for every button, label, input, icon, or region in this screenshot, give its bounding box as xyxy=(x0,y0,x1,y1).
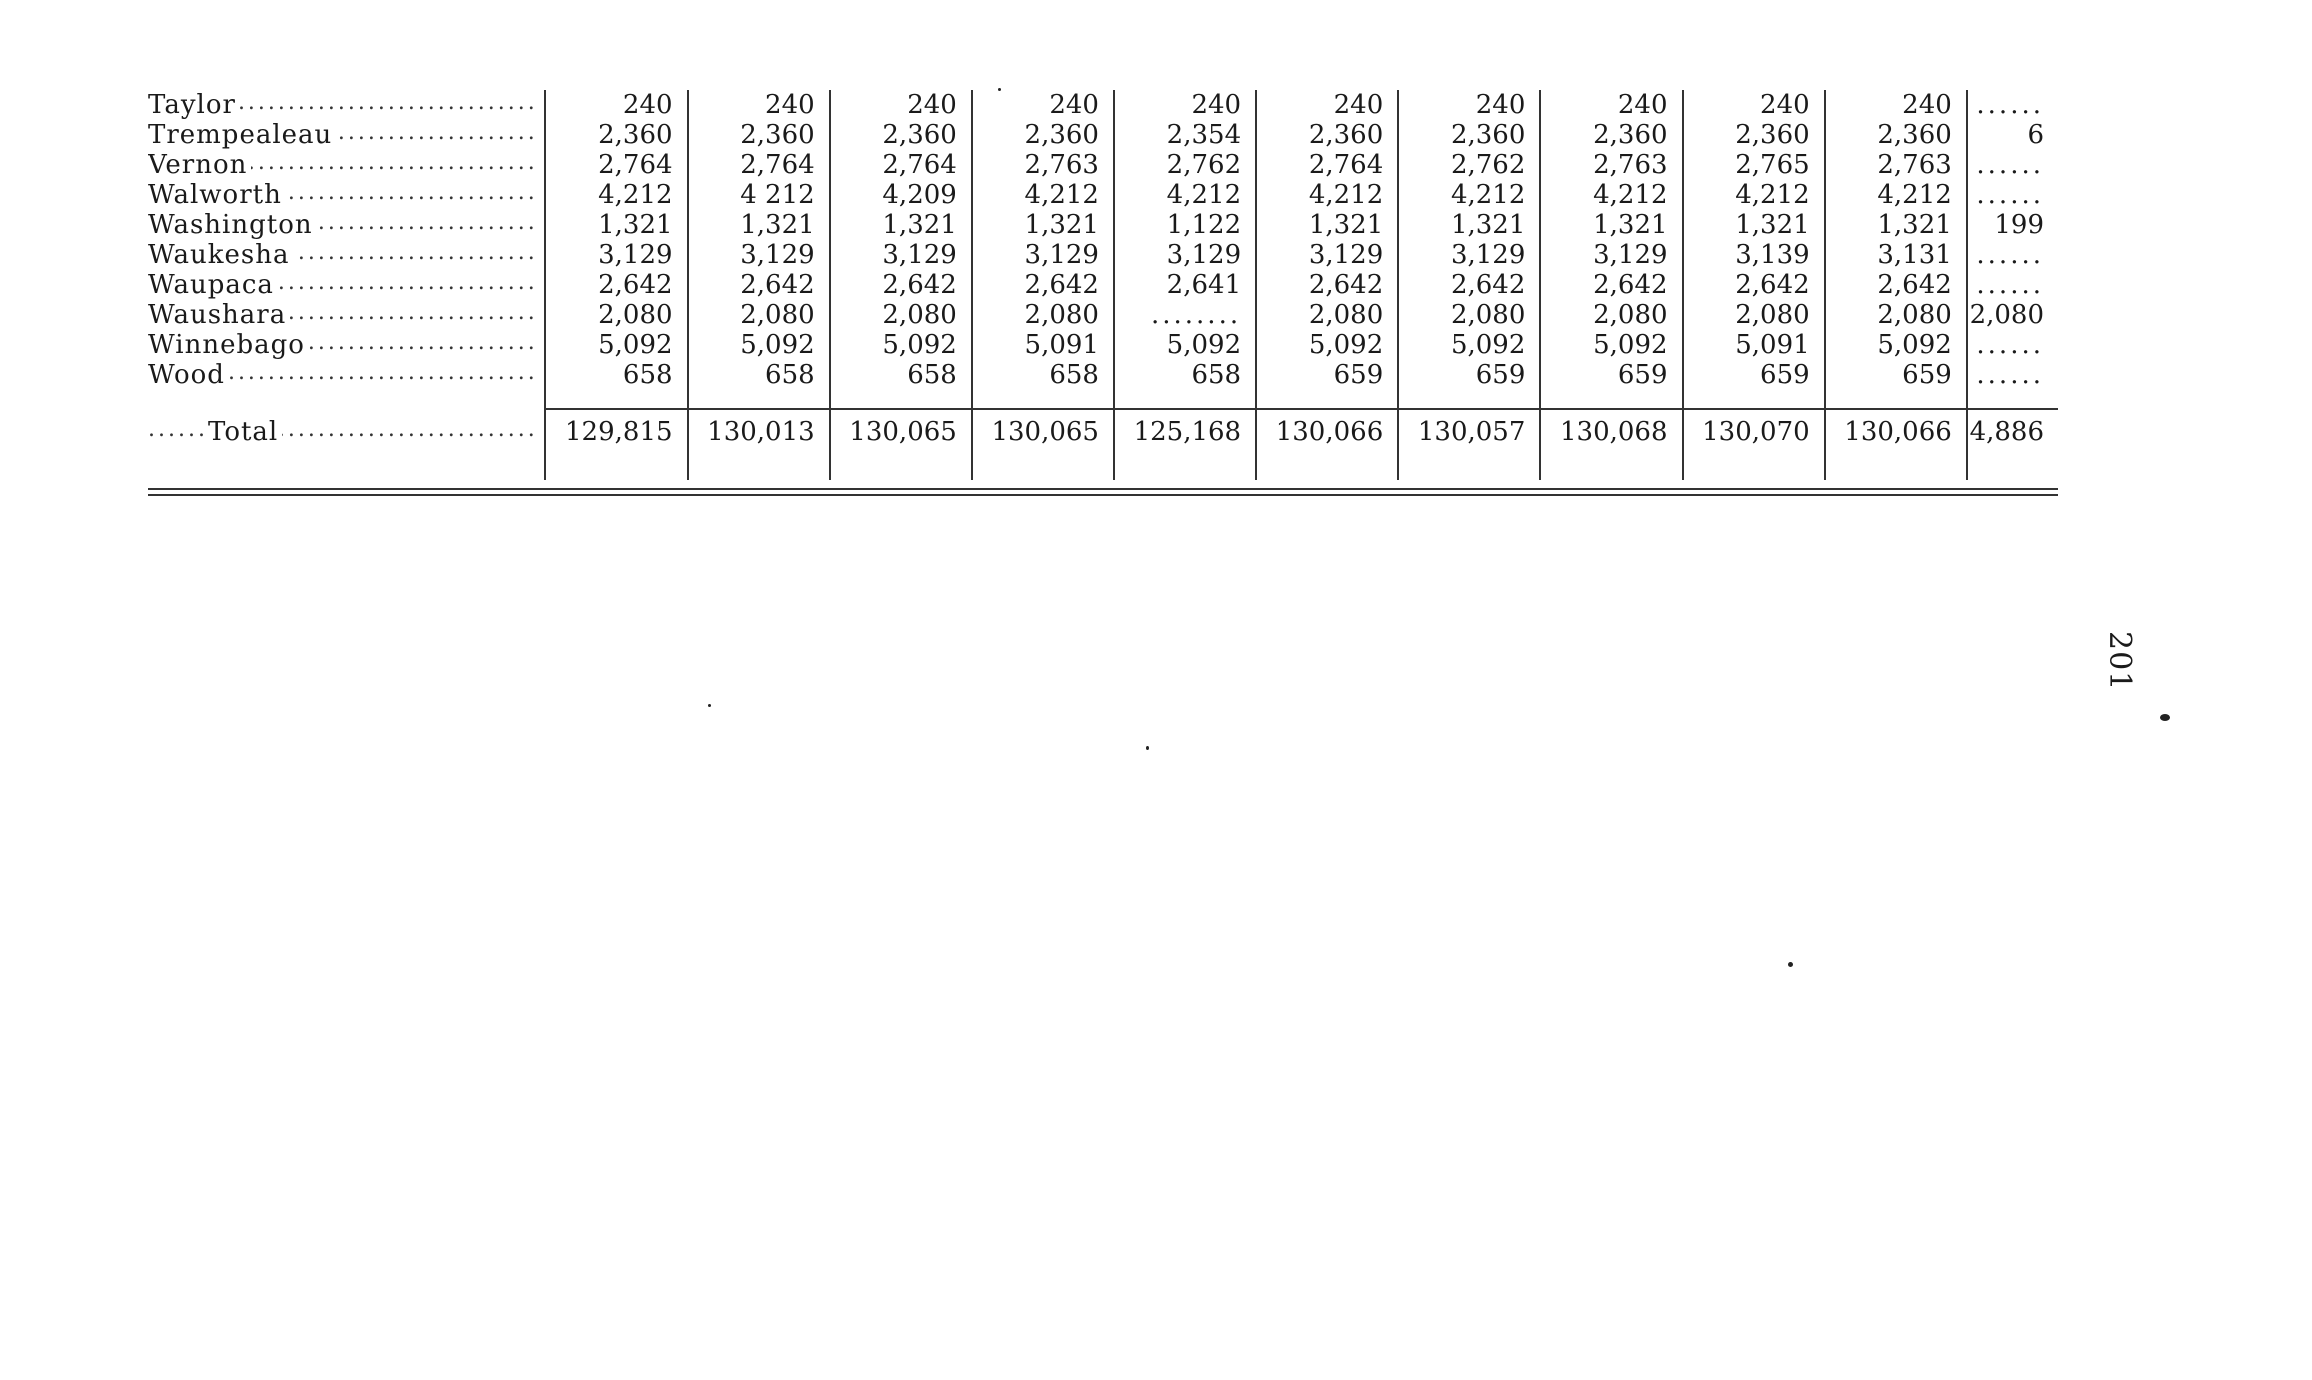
value-cell: 4,212 xyxy=(1398,180,1540,210)
table-row xyxy=(148,180,2058,210)
county-name-cell xyxy=(148,300,545,330)
value-cell: 240 xyxy=(1256,90,1398,120)
value-cell: ...... xyxy=(1967,240,2058,270)
value-cell: 2,354 xyxy=(1114,120,1256,150)
rule-cell xyxy=(1683,390,1825,409)
tail-spacer xyxy=(148,454,545,480)
value-cell: 2,642 xyxy=(1256,270,1398,300)
tail-cell xyxy=(1256,454,1398,480)
value-cell: 1,321 xyxy=(830,210,972,240)
county-name: Wood xyxy=(148,360,229,390)
county-name: Waukesha xyxy=(148,240,293,270)
county-rows xyxy=(148,90,2058,480)
value-cell: 5,092 xyxy=(1114,330,1256,360)
county-name: Vernon xyxy=(148,150,251,180)
county-name: Trempealeau xyxy=(148,120,336,150)
value-cell: 658 xyxy=(972,360,1114,390)
tail-row xyxy=(148,454,2058,480)
table-row xyxy=(148,330,2058,360)
value-cell: 2,764 xyxy=(830,150,972,180)
value-cell: 1,122 xyxy=(1114,210,1256,240)
total-value-cell: 130,066 xyxy=(1825,409,1967,454)
scan-speck xyxy=(1146,746,1149,750)
rule-cell xyxy=(1540,390,1682,409)
county-name-cell xyxy=(148,330,545,360)
value-cell: 2,642 xyxy=(1825,270,1967,300)
value-cell: 658 xyxy=(1114,360,1256,390)
value-cell: 2,360 xyxy=(545,120,687,150)
value-cell: 2,080 xyxy=(1683,300,1825,330)
value-cell: 2,642 xyxy=(1540,270,1682,300)
rule-cell xyxy=(972,390,1114,409)
rule-cell xyxy=(830,390,972,409)
value-cell: 659 xyxy=(1683,360,1825,390)
table-row xyxy=(148,150,2058,180)
value-cell: 659 xyxy=(1256,360,1398,390)
county-name-cell xyxy=(148,180,545,210)
value-cell: 3,129 xyxy=(1540,240,1682,270)
value-cell: 2,360 xyxy=(688,120,830,150)
value-cell: 3,129 xyxy=(1398,240,1540,270)
value-cell: ...... xyxy=(1967,150,2058,180)
value-cell: 240 xyxy=(1825,90,1967,120)
value-cell: 1,321 xyxy=(688,210,830,240)
value-cell: 2,763 xyxy=(972,150,1114,180)
value-cell: 2,763 xyxy=(1825,150,1967,180)
value-cell: 240 xyxy=(1398,90,1540,120)
value-cell: 2,080 xyxy=(545,300,687,330)
value-cell: 2,360 xyxy=(1256,120,1398,150)
table-row xyxy=(148,360,2058,390)
value-cell: 2,080 xyxy=(688,300,830,330)
value-cell: 3,139 xyxy=(1683,240,1825,270)
value-cell: 5,092 xyxy=(1540,330,1682,360)
tail-cell xyxy=(1540,454,1682,480)
value-cell: 2,764 xyxy=(688,150,830,180)
value-cell: 2,642 xyxy=(688,270,830,300)
value-cell: 3,129 xyxy=(1256,240,1398,270)
tail-cell xyxy=(830,454,972,480)
value-cell: 2,080 xyxy=(1967,300,2058,330)
table-bottom-double-rule xyxy=(148,488,2058,496)
county-returns-table xyxy=(148,90,2058,480)
county-name: Winnebago xyxy=(148,330,309,360)
table-row xyxy=(148,270,2058,300)
rule-cell xyxy=(1825,390,1967,409)
value-cell: 2,360 xyxy=(1683,120,1825,150)
county-name: Washington xyxy=(148,210,317,240)
tail-cell xyxy=(545,454,687,480)
total-value-cell: 130,068 xyxy=(1540,409,1682,454)
total-value-cell: 130,070 xyxy=(1683,409,1825,454)
value-cell: 659 xyxy=(1825,360,1967,390)
value-cell: 2,642 xyxy=(1683,270,1825,300)
total-label-cell xyxy=(148,409,545,454)
value-cell: 2,080 xyxy=(1825,300,1967,330)
value-cell: 240 xyxy=(1683,90,1825,120)
value-cell: 2,642 xyxy=(545,270,687,300)
value-cell: 659 xyxy=(1398,360,1540,390)
value-cell: 5,091 xyxy=(1683,330,1825,360)
value-cell: 5,092 xyxy=(830,330,972,360)
value-cell: 3,129 xyxy=(972,240,1114,270)
value-cell: 4,212 xyxy=(545,180,687,210)
value-cell: 3,129 xyxy=(830,240,972,270)
value-cell: 4,209 xyxy=(830,180,972,210)
value-cell: 2,360 xyxy=(1398,120,1540,150)
value-cell: 658 xyxy=(545,360,687,390)
value-cell: 240 xyxy=(1114,90,1256,120)
county-name-cell xyxy=(148,360,545,390)
rule-cell xyxy=(545,390,687,409)
county-name-cell xyxy=(148,240,545,270)
rule-cell xyxy=(1398,390,1540,409)
value-cell: 3,129 xyxy=(1114,240,1256,270)
table-row xyxy=(148,300,2058,330)
tail-cell xyxy=(688,454,830,480)
value-cell: 2,080 xyxy=(1540,300,1682,330)
total-value-cell: 130,066 xyxy=(1256,409,1398,454)
value-cell: 2,080 xyxy=(830,300,972,330)
total-value-cell: 130,057 xyxy=(1398,409,1540,454)
rule-cell xyxy=(1967,390,2058,409)
scan-speck xyxy=(2160,714,2170,721)
value-cell: 5,092 xyxy=(1256,330,1398,360)
value-cell: 2,642 xyxy=(830,270,972,300)
value-cell: 2,080 xyxy=(1256,300,1398,330)
tail-cell xyxy=(1114,454,1256,480)
total-value-cell: 129,815 xyxy=(545,409,687,454)
rule-spacer xyxy=(148,390,545,409)
county-name-cell xyxy=(148,210,545,240)
rule-cell xyxy=(1256,390,1398,409)
value-cell: 1,321 xyxy=(1398,210,1540,240)
value-cell: 4,212 xyxy=(1825,180,1967,210)
value-cell: 2,762 xyxy=(1398,150,1540,180)
value-cell: 6 xyxy=(1967,120,2058,150)
value-cell: ...... xyxy=(1967,360,2058,390)
value-cell: 2,764 xyxy=(545,150,687,180)
rule-cell xyxy=(688,390,830,409)
table-row xyxy=(148,120,2058,150)
total-value-cell: 130,065 xyxy=(972,409,1114,454)
value-cell: 199 xyxy=(1967,210,2058,240)
value-cell: 1,321 xyxy=(545,210,687,240)
county-name: Waushara xyxy=(148,300,290,330)
value-cell: 2,642 xyxy=(1398,270,1540,300)
total-label: Total xyxy=(208,417,282,447)
value-cell: 5,092 xyxy=(1398,330,1540,360)
value-cell: 4,212 xyxy=(1683,180,1825,210)
value-cell: 3,129 xyxy=(545,240,687,270)
value-cell: ...... xyxy=(1967,90,2058,120)
value-cell: 5,092 xyxy=(1825,330,1967,360)
value-cell: 1,321 xyxy=(1256,210,1398,240)
value-cell: 1,321 xyxy=(1825,210,1967,240)
value-cell: 240 xyxy=(830,90,972,120)
value-cell: 2,642 xyxy=(972,270,1114,300)
value-cell: 1,321 xyxy=(972,210,1114,240)
value-cell: ...... xyxy=(1967,330,2058,360)
value-cell: 2,080 xyxy=(1398,300,1540,330)
value-cell: 2,360 xyxy=(972,120,1114,150)
total-value-cell: 125,168 xyxy=(1114,409,1256,454)
value-cell: 2,764 xyxy=(1256,150,1398,180)
value-cell: 4,212 xyxy=(1114,180,1256,210)
county-name-cell xyxy=(148,270,545,300)
scan-speck xyxy=(998,88,1001,91)
table-row xyxy=(148,90,2058,120)
value-cell: 4,212 xyxy=(1540,180,1682,210)
tail-cell xyxy=(1967,454,2058,480)
value-cell: 4 212 xyxy=(688,180,830,210)
rule-row xyxy=(148,390,2058,409)
scan-speck xyxy=(708,704,711,707)
total-value-cell: 130,013 xyxy=(688,409,830,454)
value-cell: ...... xyxy=(1967,180,2058,210)
value-cell: 5,092 xyxy=(688,330,830,360)
table-row xyxy=(148,240,2058,270)
value-cell: 2,360 xyxy=(830,120,972,150)
value-cell: 5,092 xyxy=(545,330,687,360)
value-cell: 2,360 xyxy=(1825,120,1967,150)
value-cell: 658 xyxy=(830,360,972,390)
value-cell: 5,091 xyxy=(972,330,1114,360)
value-cell: ........ xyxy=(1114,300,1256,330)
county-name: Waupaca xyxy=(148,270,278,300)
rule-cell xyxy=(1114,390,1256,409)
tail-cell xyxy=(1398,454,1540,480)
county-name-cell xyxy=(148,150,545,180)
value-cell: 240 xyxy=(1540,90,1682,120)
value-cell: 2,360 xyxy=(1540,120,1682,150)
tail-cell xyxy=(1683,454,1825,480)
value-cell: ...... xyxy=(1967,270,2058,300)
county-name-cell xyxy=(148,90,545,120)
value-cell: 2,765 xyxy=(1683,150,1825,180)
value-cell: 2,080 xyxy=(972,300,1114,330)
value-cell: 2,763 xyxy=(1540,150,1682,180)
value-cell: 658 xyxy=(688,360,830,390)
tail-cell xyxy=(972,454,1114,480)
value-cell: 4,212 xyxy=(1256,180,1398,210)
value-cell: 2,641 xyxy=(1114,270,1256,300)
value-cell: 1,321 xyxy=(1540,210,1682,240)
value-cell: 1,321 xyxy=(1683,210,1825,240)
total-value-cell: 4,886 xyxy=(1967,409,2058,454)
county-name: Taylor xyxy=(148,90,240,120)
page-number: 201 xyxy=(2102,631,2137,692)
table-row xyxy=(148,210,2058,240)
value-cell: 3,129 xyxy=(688,240,830,270)
value-cell: 3,131 xyxy=(1825,240,1967,270)
value-cell: 240 xyxy=(688,90,830,120)
tail-cell xyxy=(1825,454,1967,480)
value-cell: 4,212 xyxy=(972,180,1114,210)
value-cell: 240 xyxy=(545,90,687,120)
total-value-cell: 130,065 xyxy=(830,409,972,454)
county-name-cell xyxy=(148,120,545,150)
county-name: Walworth xyxy=(148,180,286,210)
value-cell: 659 xyxy=(1540,360,1682,390)
scan-speck xyxy=(1788,962,1793,967)
total-row xyxy=(148,409,2058,454)
value-cell: 2,762 xyxy=(1114,150,1256,180)
value-cell: 240 xyxy=(972,90,1114,120)
